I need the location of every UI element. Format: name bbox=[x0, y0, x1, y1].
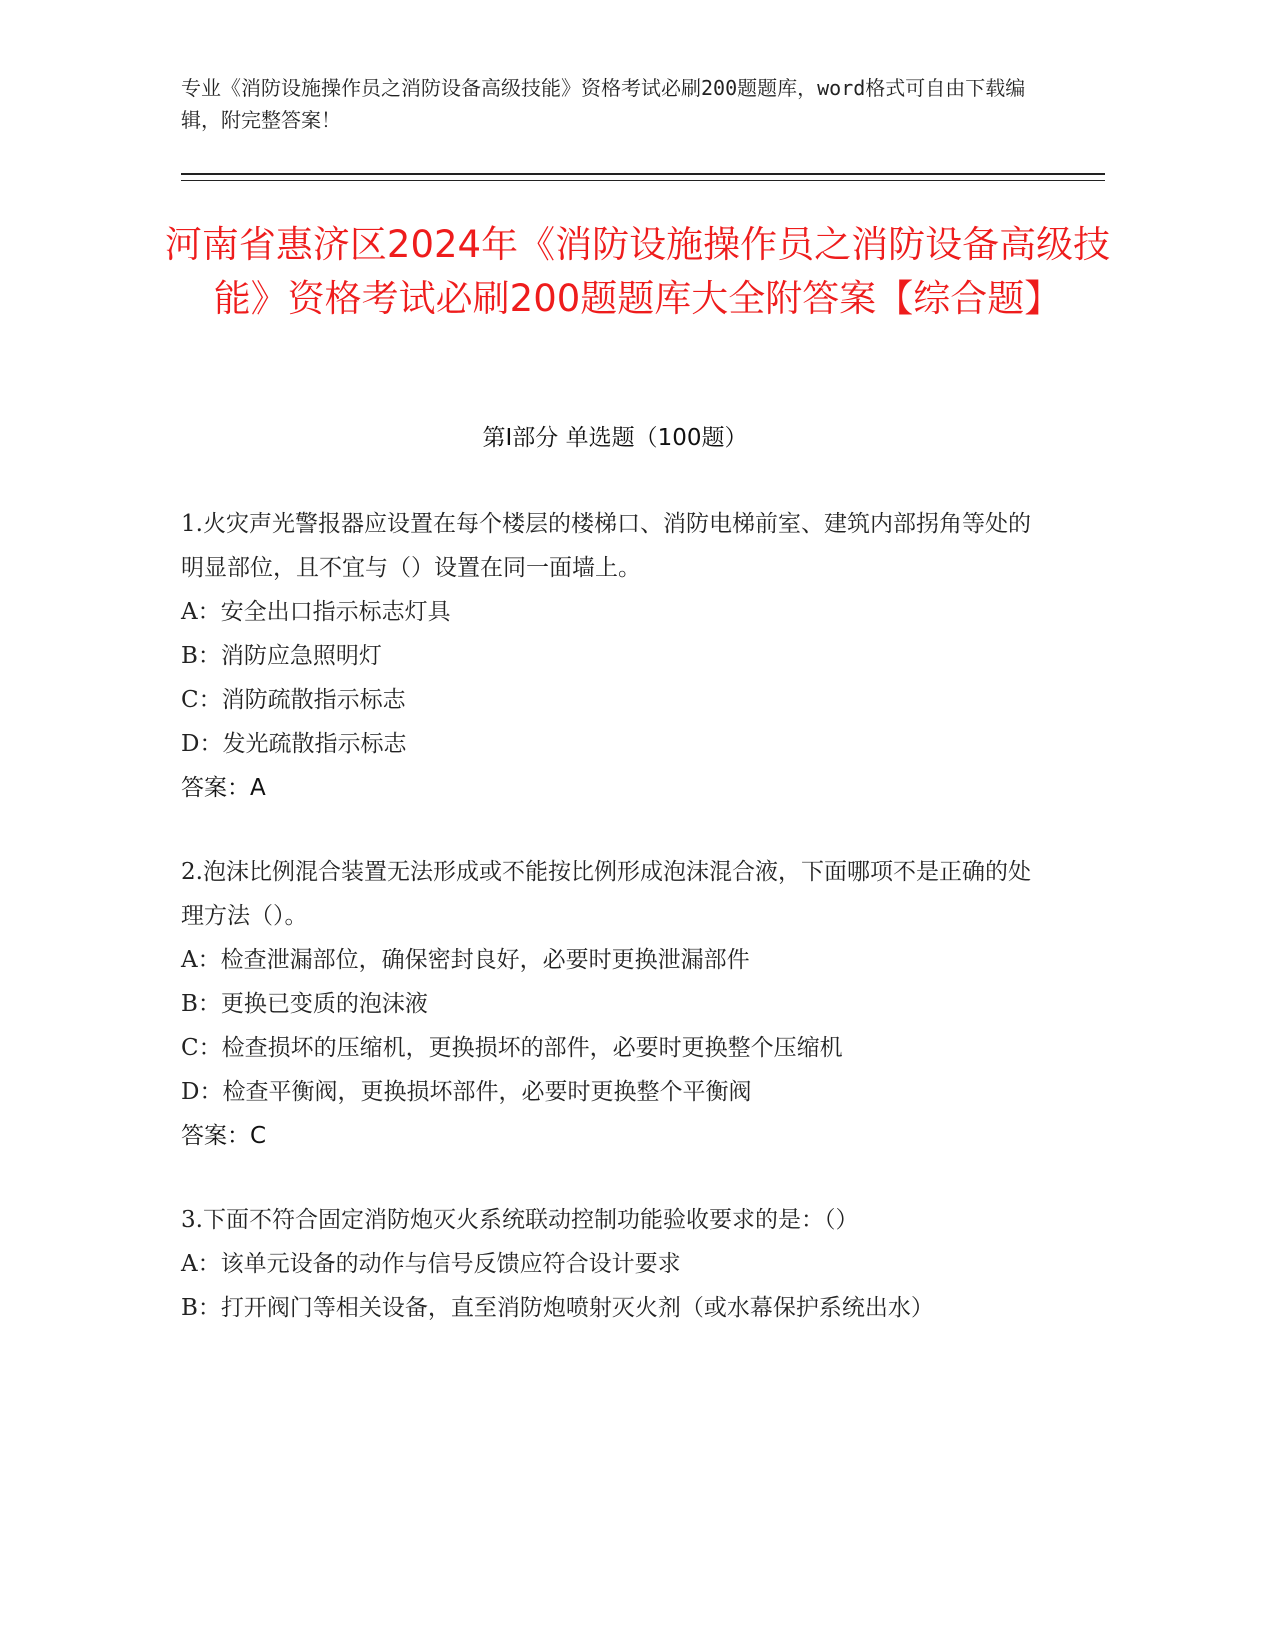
option-a: A：检查泄漏部位，确保密封良好，必要时更换泄漏部件 bbox=[181, 947, 750, 973]
option-a: A：安全出口指示标志灯具 bbox=[181, 599, 451, 625]
option-b: B：打开阀门等相关设备，直至消防炮喷射灭火剂（或水幕保护系统出水） bbox=[181, 1295, 934, 1321]
option-d: D：发光疏散指示标志 bbox=[181, 731, 407, 757]
option-b: B：消防应急照明灯 bbox=[181, 643, 382, 669]
question-3 bbox=[181, 1198, 1031, 1330]
header-note: 专业《消防设施操作员之消防设备高级技能》资格考试必刷200题题库，word格式可自由下载编辑，附完整答案！ bbox=[181, 76, 1026, 132]
question-stem: 3.下面不符合固定消防炮灭火系统联动控制功能验收要求的是：（） bbox=[181, 1207, 859, 1233]
option-b: B：更换已变质的泡沫液 bbox=[181, 991, 428, 1017]
answer: 答案：A bbox=[181, 775, 266, 801]
document-title: 河南省惠济区2024年《消防设施操作员之消防设备高级技能》资格考试必刷200题题库大全附答案【综合题】 bbox=[164, 223, 1111, 320]
option-c: C：消防疏散指示标志 bbox=[181, 687, 406, 713]
answer: 答案：C bbox=[181, 1123, 267, 1149]
question-stem: 1.火灾声光警报器应设置在每个楼层的楼梯口、消防电梯前室、建筑内部拐角等处的明显部位，且不宜与（）设置在同一面墙上。 bbox=[181, 511, 1031, 581]
header-divider-thick bbox=[181, 173, 1105, 175]
header-divider-thin bbox=[181, 180, 1105, 181]
section-heading: 第Ⅰ部分 单选题（100题） bbox=[482, 425, 748, 451]
question-stem: 2.泡沫比例混合装置无法形成或不能按比例形成泡沫混合液，下面哪项不是正确的处理方法（）。 bbox=[181, 859, 1031, 929]
option-c: C：检查损坏的压缩机，更换损坏的部件，必要时更换整个压缩机 bbox=[181, 1035, 843, 1061]
option-a: A：该单元设备的动作与信号反馈应符合设计要求 bbox=[181, 1251, 681, 1277]
question-1 bbox=[181, 502, 1031, 810]
question-2 bbox=[181, 850, 1031, 1158]
option-d: D：检查平衡阀，更换损坏部件，必要时更换整个平衡阀 bbox=[181, 1079, 752, 1105]
